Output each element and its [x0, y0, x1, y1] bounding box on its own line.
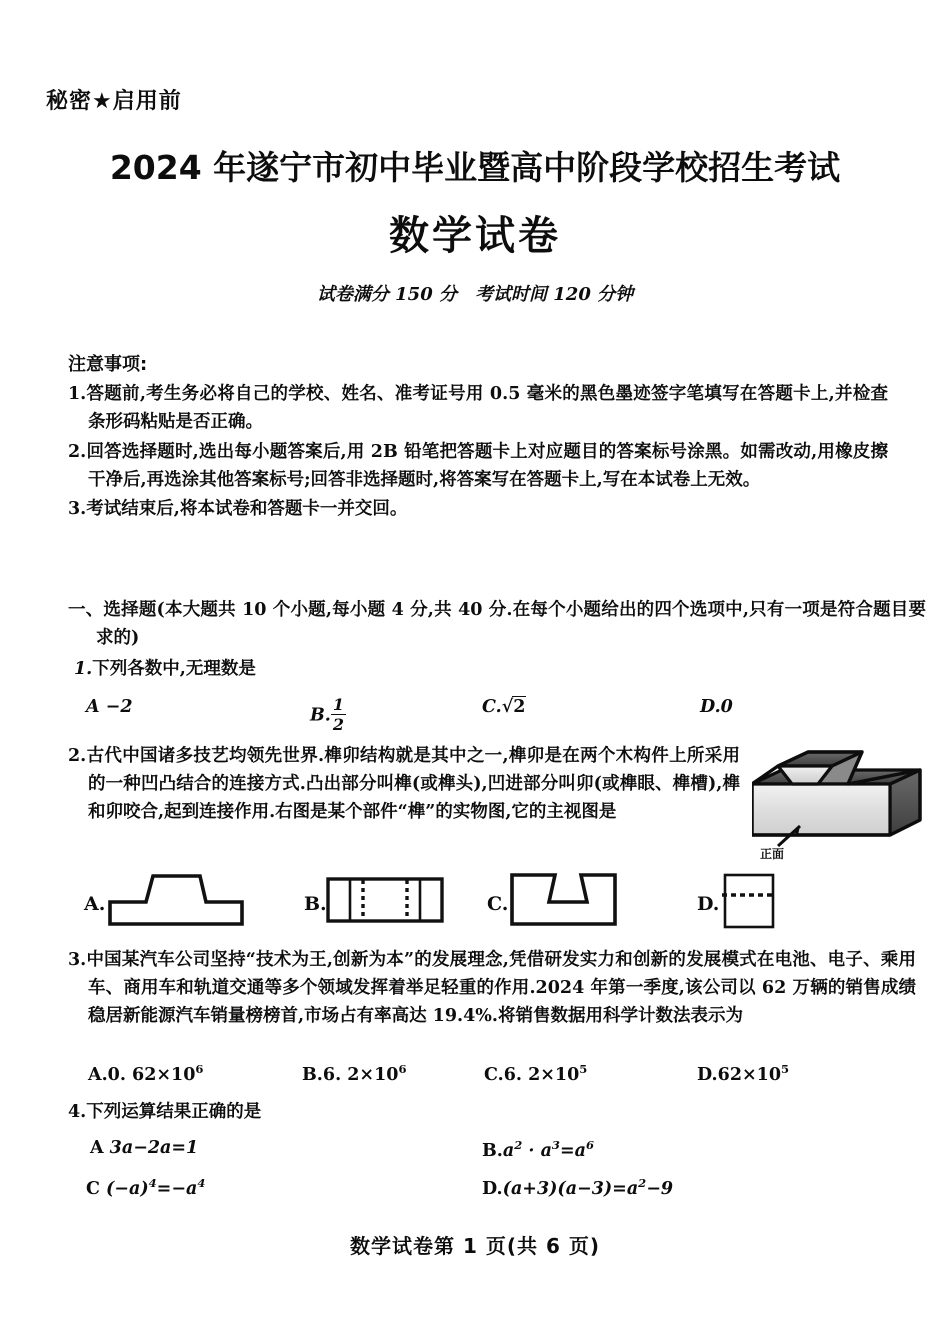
- option-expression: $a^2 \cdot a^3=a^6$: [502, 1138, 595, 1161]
- question-2-number: 2.: [68, 746, 87, 766]
- question-4-stem-line: [68, 1098, 768, 1126]
- fraction-numerator: 1: [332, 695, 345, 714]
- option-label: A: [86, 697, 100, 717]
- question-4-option-c[interactable]: [86, 1176, 205, 1199]
- radicand: 2: [513, 697, 526, 717]
- notice-item: [68, 438, 888, 495]
- notice-item-text: 答题前,考生务必将自己的学校、姓名、准考证号用 0.5 毫米的黑色墨迹签字笔填写在答题卡上,并检查条形码粘贴是否正确。: [86, 384, 888, 433]
- question-3-number: 3.: [68, 950, 87, 970]
- fraction-one-half: [331, 697, 346, 734]
- question-2-option-b-label[interactable]: B.: [304, 893, 327, 915]
- option-expression: $(a+3)(a-3)=a^2-9$: [502, 1176, 674, 1199]
- question-1-stem-line: [74, 655, 774, 683]
- option-value: 0: [720, 697, 733, 717]
- subject-title: 数学试卷: [389, 213, 561, 259]
- duration-text: 考试时间 120 分钟: [475, 284, 634, 305]
- question-2-stem-line: [68, 742, 740, 826]
- notice-item-text: 回答选择题时,选出每小题答案后,用 2B 铅笔把答题卡上对应题目的答案标号涂黑。如需改动,用橡皮擦干净后,再选涂其他答案标号;回答非选择题时,将答案写在答题卡上,写在本试卷上无效。: [86, 441, 888, 491]
- question-2-option-a-shape[interactable]: [107, 872, 245, 927]
- question-4-option-b[interactable]: [482, 1138, 594, 1161]
- question-4: [68, 1098, 768, 1126]
- section-instruction: (本大题共 10 个小题,每小题 4 分,共 40 分.在每个小题给出的四个选项中,只有一项是符合题目要求的): [96, 600, 927, 649]
- option-base: 6. 2×10: [503, 1064, 580, 1085]
- option-exponent: 6: [195, 1062, 204, 1076]
- question-1-option-c[interactable]: [482, 697, 526, 717]
- option-separator: .: [714, 697, 721, 717]
- option-label: A: [90, 1138, 104, 1158]
- option-exponent: 5: [579, 1062, 588, 1076]
- option-exponent: 5: [781, 1062, 790, 1076]
- page-footer: 数学试卷第 1 页(共 6 页): [350, 1234, 600, 1258]
- notice-item-text: 考试结束后,将本试卷和答题卡一并交回。: [86, 499, 408, 520]
- exam-meta: [0, 280, 950, 306]
- question-2-option-a-label[interactable]: A.: [84, 893, 106, 915]
- question-2-option-b-shape[interactable]: [325, 876, 445, 924]
- option-base: 6. 2×10: [322, 1064, 399, 1085]
- question-1-option-d[interactable]: [700, 697, 733, 717]
- option-label: A.: [88, 1064, 108, 1085]
- radical-icon: √: [501, 697, 514, 717]
- question-2-option-c-label[interactable]: C.: [487, 893, 509, 915]
- option-expression: 3a−2a=1: [109, 1138, 199, 1158]
- total-score-text: 试卷满分 150 分: [316, 284, 457, 305]
- section-heading: [68, 596, 926, 653]
- question-3-option-b[interactable]: [302, 1062, 407, 1085]
- section-label: 一、选择题: [68, 600, 157, 620]
- question-3-stem-line: [68, 946, 916, 1030]
- notice-heading: 注意事项:: [68, 354, 148, 375]
- question-2-option-d-label[interactable]: D.: [697, 893, 720, 915]
- secret-notice: 秘密★启用前: [46, 89, 182, 114]
- question-4-option-a[interactable]: [90, 1138, 198, 1158]
- option-label: B: [310, 705, 325, 726]
- question-1: [74, 655, 774, 683]
- option-label: C: [86, 1178, 100, 1199]
- question-3: [68, 946, 916, 1030]
- notice-block: [68, 350, 888, 525]
- question-2: [68, 742, 740, 826]
- question-4-option-d[interactable]: [482, 1176, 673, 1199]
- question-3-option-a[interactable]: [88, 1062, 203, 1085]
- question-3-option-c[interactable]: [484, 1062, 587, 1085]
- question-4-stem: 下列运算结果正确的是: [86, 1102, 262, 1122]
- option-value: −2: [105, 697, 133, 717]
- option-base: 0. 62×10: [107, 1064, 196, 1085]
- question-1-stem: 下列各数中,无理数是: [92, 659, 256, 679]
- question-1-option-b[interactable]: [310, 697, 346, 734]
- question-3-option-d[interactable]: [697, 1062, 789, 1085]
- notice-item-number: 2.: [68, 441, 87, 462]
- option-label: C.: [484, 1064, 504, 1085]
- option-label: B.: [302, 1064, 323, 1085]
- fraction-denominator: 2: [332, 715, 345, 734]
- option-label: D.: [482, 1178, 503, 1199]
- question-1-option-a[interactable]: [86, 697, 133, 717]
- option-separator: .: [495, 697, 502, 717]
- option-base: 62×10: [717, 1064, 782, 1085]
- notice-item-number: 3.: [68, 499, 87, 520]
- question-2-stem: 古代中国诸多技艺均领先世界.榫卯结构就是其中之一,榫卯是在两个木构件上所采用的一种凹凸结合的连接方式.凸出部分叫榫(或榫头),凹进部分叫卯(或榫眼、榫槽),榫和卯咬合,起到连接作用.右图是某个部件“榫”的实物图,它的主视图是: [86, 746, 740, 822]
- notice-item: [68, 380, 888, 437]
- front-view-label: 正面: [760, 847, 785, 861]
- option-separator: .: [324, 705, 331, 726]
- question-3-stem: 中国某汽车公司坚持“技术为王,创新为本”的发展理念,凭借研发实力和创新的发展模式在电池、电子、乘用车、商用车和轨道交通等多个领域发挥着举足轻重的作用.2024 年第一季度,该公司以 62 万辆的销售成绩稳居新能源汽车销量榜榜首,市场占有率高达 19.4%.将销售数据用科学计数法表示为: [86, 950, 916, 1026]
- question-4-number: 4.: [68, 1102, 87, 1122]
- option-expression: $(-a)^4=-a^4$: [106, 1176, 206, 1199]
- option-label: B.: [482, 1140, 503, 1161]
- notice-item-number: 1.: [68, 384, 87, 404]
- option-label: C: [482, 697, 496, 717]
- option-label: D.: [697, 1064, 718, 1085]
- page-title: 2024 年遂宁市初中毕业暨高中阶段学校招生考试: [109, 148, 841, 187]
- option-exponent: 6: [398, 1062, 407, 1076]
- question-2-option-d-shape[interactable]: [722, 872, 782, 930]
- notice-item: [68, 495, 888, 523]
- tenon-3d-illustration: [752, 738, 942, 853]
- question-1-number: 1.: [74, 659, 93, 679]
- question-2-option-c-shape[interactable]: [509, 872, 619, 927]
- option-label: D: [700, 697, 715, 717]
